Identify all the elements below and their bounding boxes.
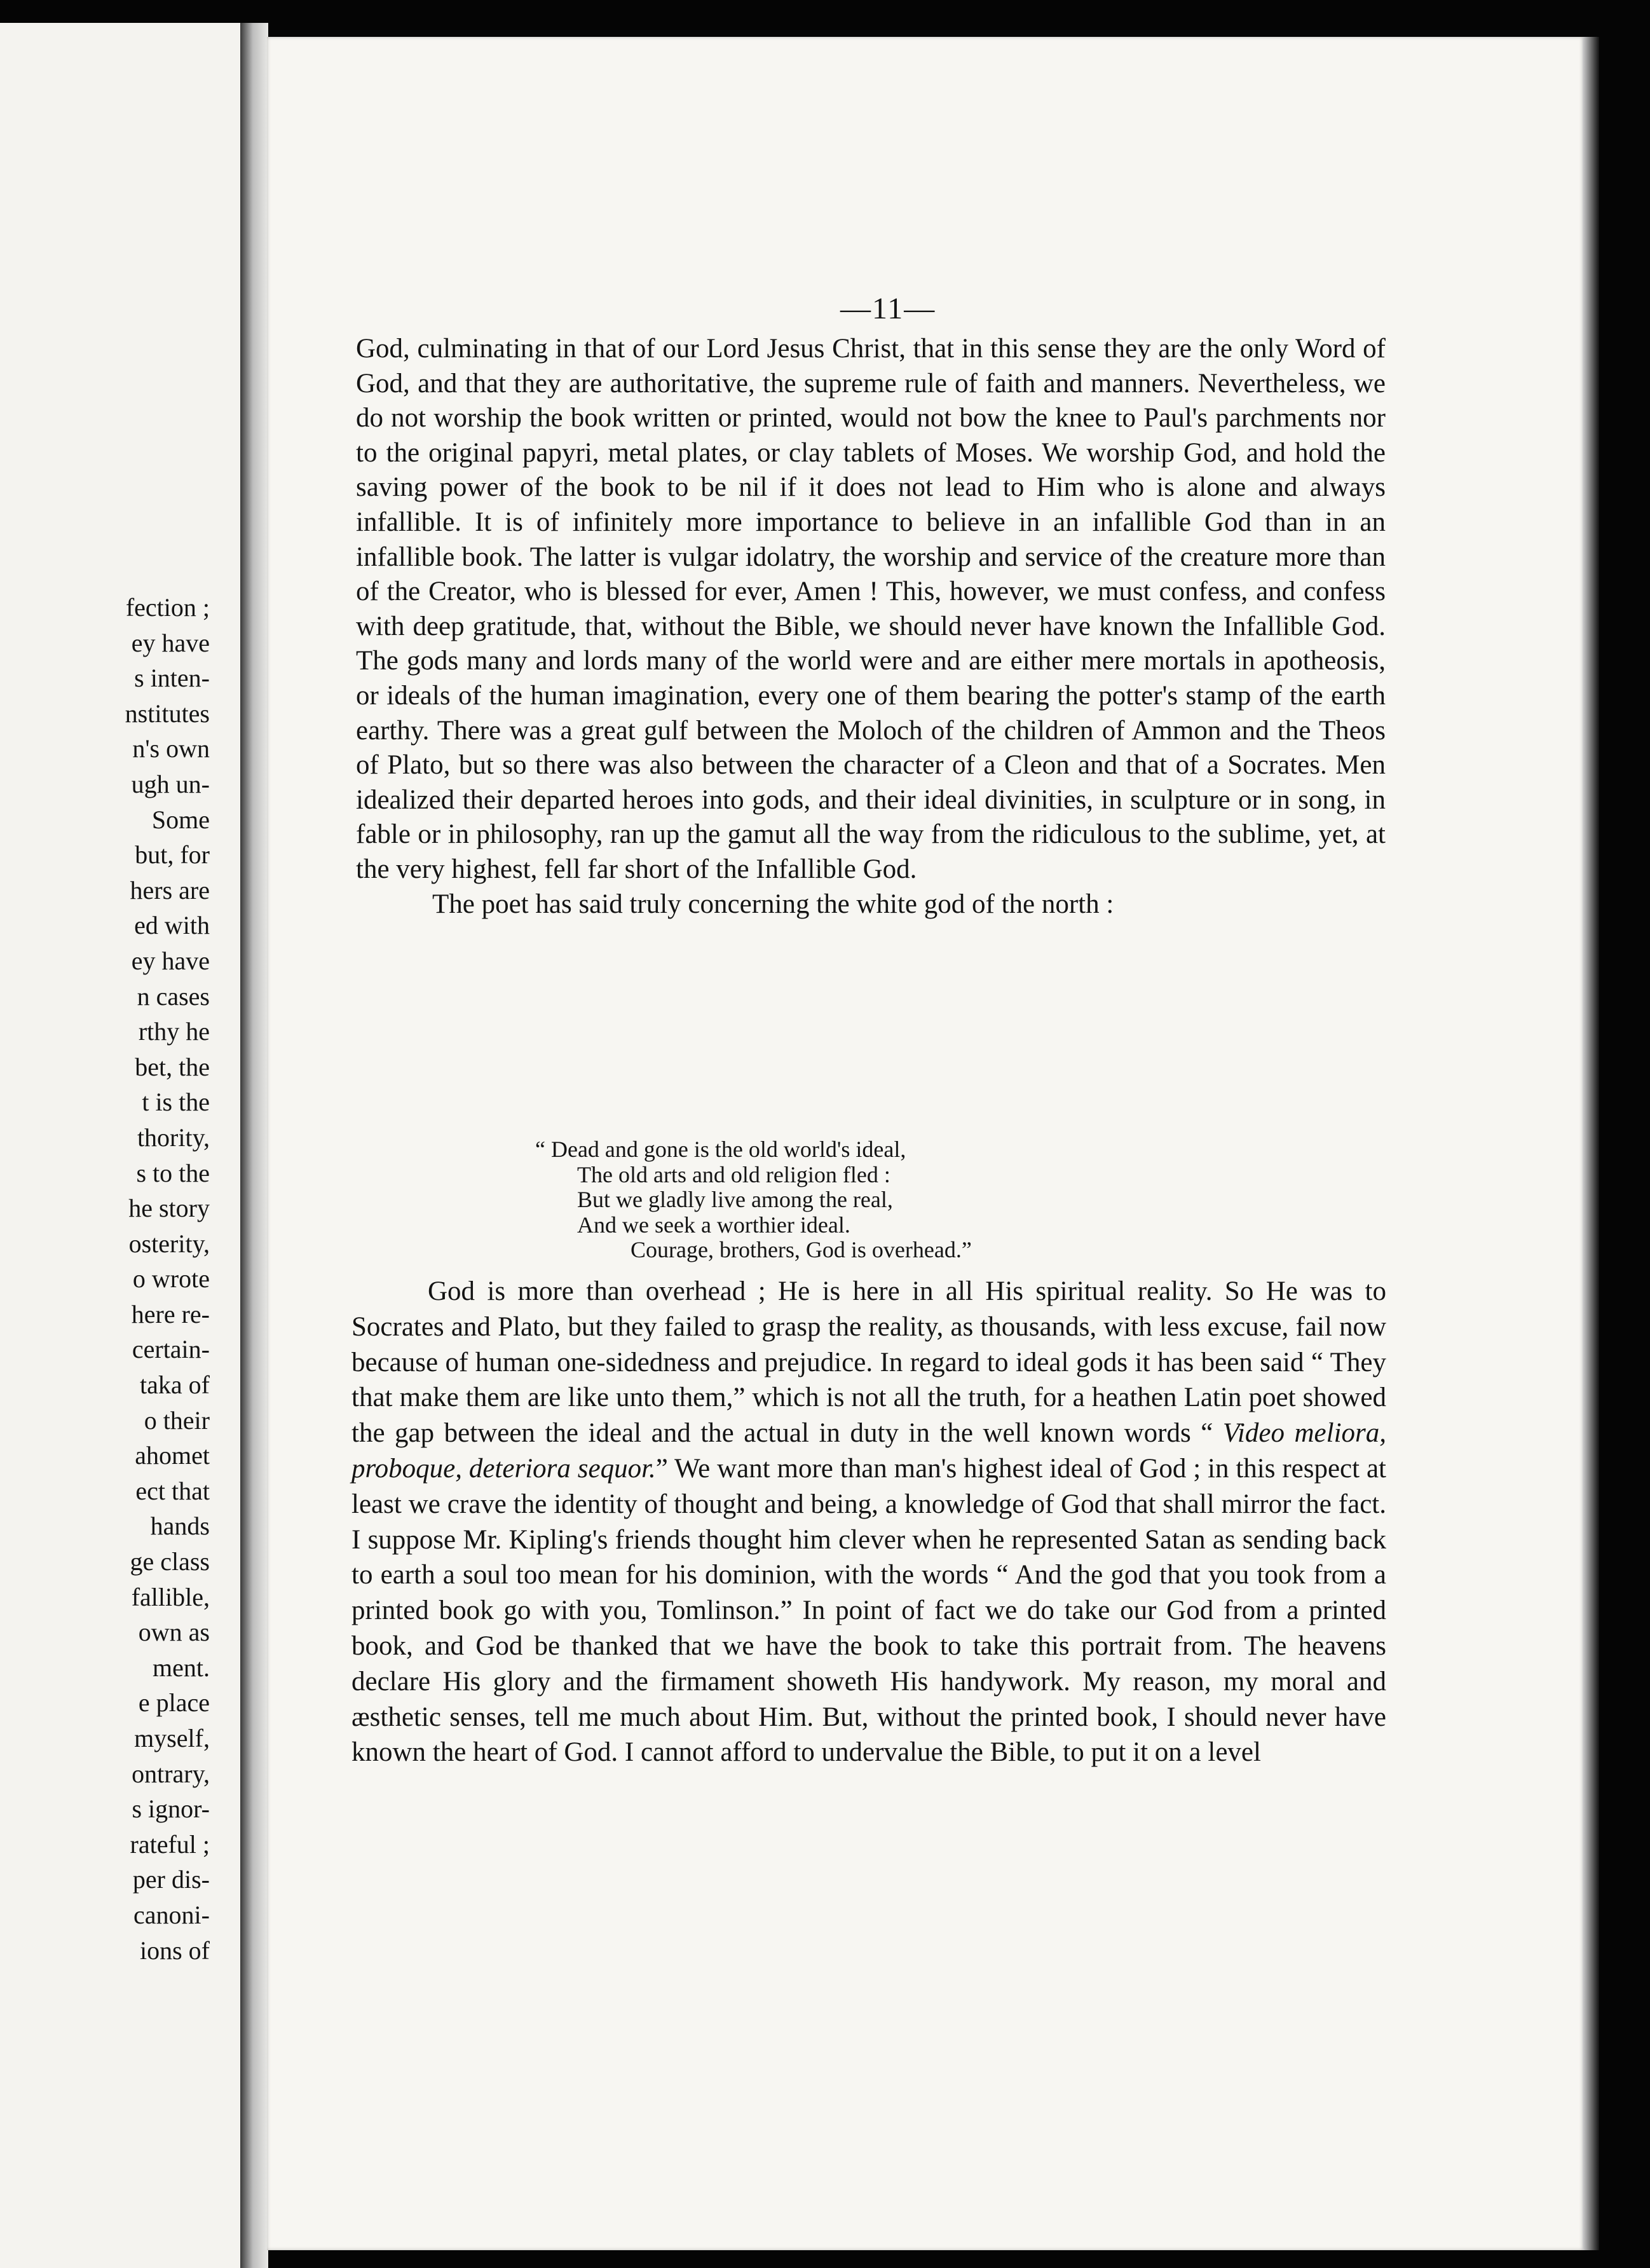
book-gutter (240, 23, 268, 2268)
left-fragment-line: ahomet (135, 1441, 210, 1470)
left-fragment-line: s ignor- (132, 1794, 210, 1824)
left-fragment-line: nstitutes (125, 699, 210, 728)
left-fragment-line: e place (138, 1688, 210, 1718)
left-fragment-line: n cases (137, 981, 210, 1011)
left-fragment-line: s to the (136, 1158, 210, 1187)
left-fragment-line: ment. (153, 1653, 210, 1682)
left-fragment-line: n's own (132, 734, 210, 763)
paragraph-3-part-1: God is more than overhead ; He is here in all His spiritual reality. So He was to Socrates and Plato, but they failed to grasp the reality, as thousands, with less excuse, fail now because of human one-sidedness and prejudice. In regard to ideal gods it has been said “ They that make them are like unto them,” which is not all the truth, for a heathen Latin poet showed the gap between the ideal and the actual in duty in the well known words “ (351, 1276, 1386, 1449)
left-fragment-line: taka of (140, 1370, 210, 1400)
poem-line-5: Courage, brothers, God is overhead.” (631, 1237, 972, 1262)
left-fragment-line: here re- (131, 1299, 210, 1329)
left-fragment-line: ey have (131, 946, 210, 975)
left-fragment-line: thority, (137, 1123, 210, 1152)
left-fragment-line: per dis- (132, 1865, 210, 1894)
paragraph-1: God, culminating in that of our Lord Jesus Christ, that in this sense they are the only Word of God, and that they are authoritative, the supreme rule of faith and manners. Nevertheless, we do not worship the book written or printed, would not bow the knee to Paul's parchments nor to the original papyri, metal plates, or clay tablets of Moses. We worship God, and hold the saving power of the book to be nil if it does not lead to Him who is alone and always infallible. It is of infinitely more importance to believe in an infallible God than in an infallible book. The latter is vulgar idolatry, the worship and service of the creature more than of the Creator, who is blessed for ever, Amen ! This, however, we must confess, and confess with deep gratitude, that, without the Bible, we should never have known the Infallible God. The gods many and lords many of the world were and are either mere mortals in apotheosis, or ideals of the human imagination, every one of them bearing the potter's stamp of the earth earthy. There was a great gulf between the Moloch of the children of Ammon and the Theos of Plato, but so there was also between the character of a Cleon and that of a Socrates. Men idealized their departed heroes into gods, and their ideal divinities, in sculpture or in song, in fable or in philosophy, ran up the gamut all the way from the ridiculous to the sublime, yet, at the very highest, fell far short of the Infallible God. (356, 334, 1386, 884)
left-fragment-line: canoni- (133, 1900, 210, 1929)
paragraph-2: The poet has said truly concerning the white god of the north : (432, 889, 1114, 919)
paragraph-3-part-2: ” We want more than man's highest ideal of God ; in this respect at least we crave the identity of thought and being, a knowledge of God that shall mirror the fact. I suppose Mr. Kipling's friends thought him clever when he represented Satan as sending back to earth a soul too mean for his dominion, with the words “ And the god that you took from a printed book go with you, Tomlinson.” In point of fact we do take our God from a printed book, and God be thanked that we have the book to take this portrait from. The heavens declare His glory and the firmament showeth His handywork. My reason, my moral and æsthetic senses, tell me much about Him. But, without the printed book, I should never have known the heart of God. I cannot afford to undervalue the Bible, to put it on a level (351, 1453, 1386, 1768)
left-fragment-line: myself, (134, 1724, 210, 1752)
body-text-upper (356, 332, 1386, 922)
page-number: —11— (840, 292, 936, 325)
left-fragment-line: o wrote (132, 1264, 210, 1294)
left-fragment-line: hers are (130, 875, 210, 905)
left-fragment-line: ugh un- (131, 769, 210, 798)
poem-line-1: “ Dead and gone is the old world's ideal, (535, 1137, 906, 1162)
paragraph-3 (351, 1274, 1386, 1770)
left-fragment-line: Some (151, 805, 210, 834)
poem-line-3: But we gladly live among the real, (577, 1187, 893, 1212)
left-fragment-line: ey have (131, 628, 210, 657)
left-fragment-line: osterity, (128, 1229, 210, 1258)
left-fragment-line: certain- (132, 1335, 210, 1364)
left-fragment-line: rateful ; (130, 1829, 210, 1859)
left-fragment-line: ontrary, (132, 1759, 210, 1788)
latin-quotation: Video meliora, proboque, deteriora sequor. (351, 1418, 1387, 1484)
left-fragment-line: own as (138, 1618, 210, 1647)
left-fragment-line: fallible, (131, 1582, 210, 1611)
left-facing-page (0, 23, 240, 2268)
left-fragment-line: ed with (134, 911, 210, 940)
left-fragment-line: ions of (140, 1936, 210, 1965)
left-fragment-line: s inten- (134, 664, 210, 693)
left-fragment-line: but, for (135, 840, 210, 870)
left-fragment-line: ect that (135, 1476, 210, 1505)
left-fragment-line: o their (144, 1405, 210, 1435)
poem-line-2: The old arts and old religion fled : (577, 1161, 890, 1187)
left-fragment-line: ge class (130, 1547, 210, 1576)
left-fragment-line: hands (150, 1512, 210, 1541)
poem-quote (535, 1137, 972, 1263)
left-fragment-line: rthy he (138, 1017, 210, 1046)
left-page-text-fragments (125, 590, 210, 1968)
left-fragment-line: bet, the (135, 1052, 210, 1081)
body-text-lower (351, 1274, 1386, 1770)
page-edge-shadow (1583, 37, 1599, 2250)
left-fragment-line: he story (128, 1194, 210, 1223)
left-fragment-line: fection ; (125, 593, 210, 622)
left-fragment-line: t is the (142, 1088, 210, 1117)
poem-line-4: And we seek a worthier ideal. (577, 1212, 850, 1238)
